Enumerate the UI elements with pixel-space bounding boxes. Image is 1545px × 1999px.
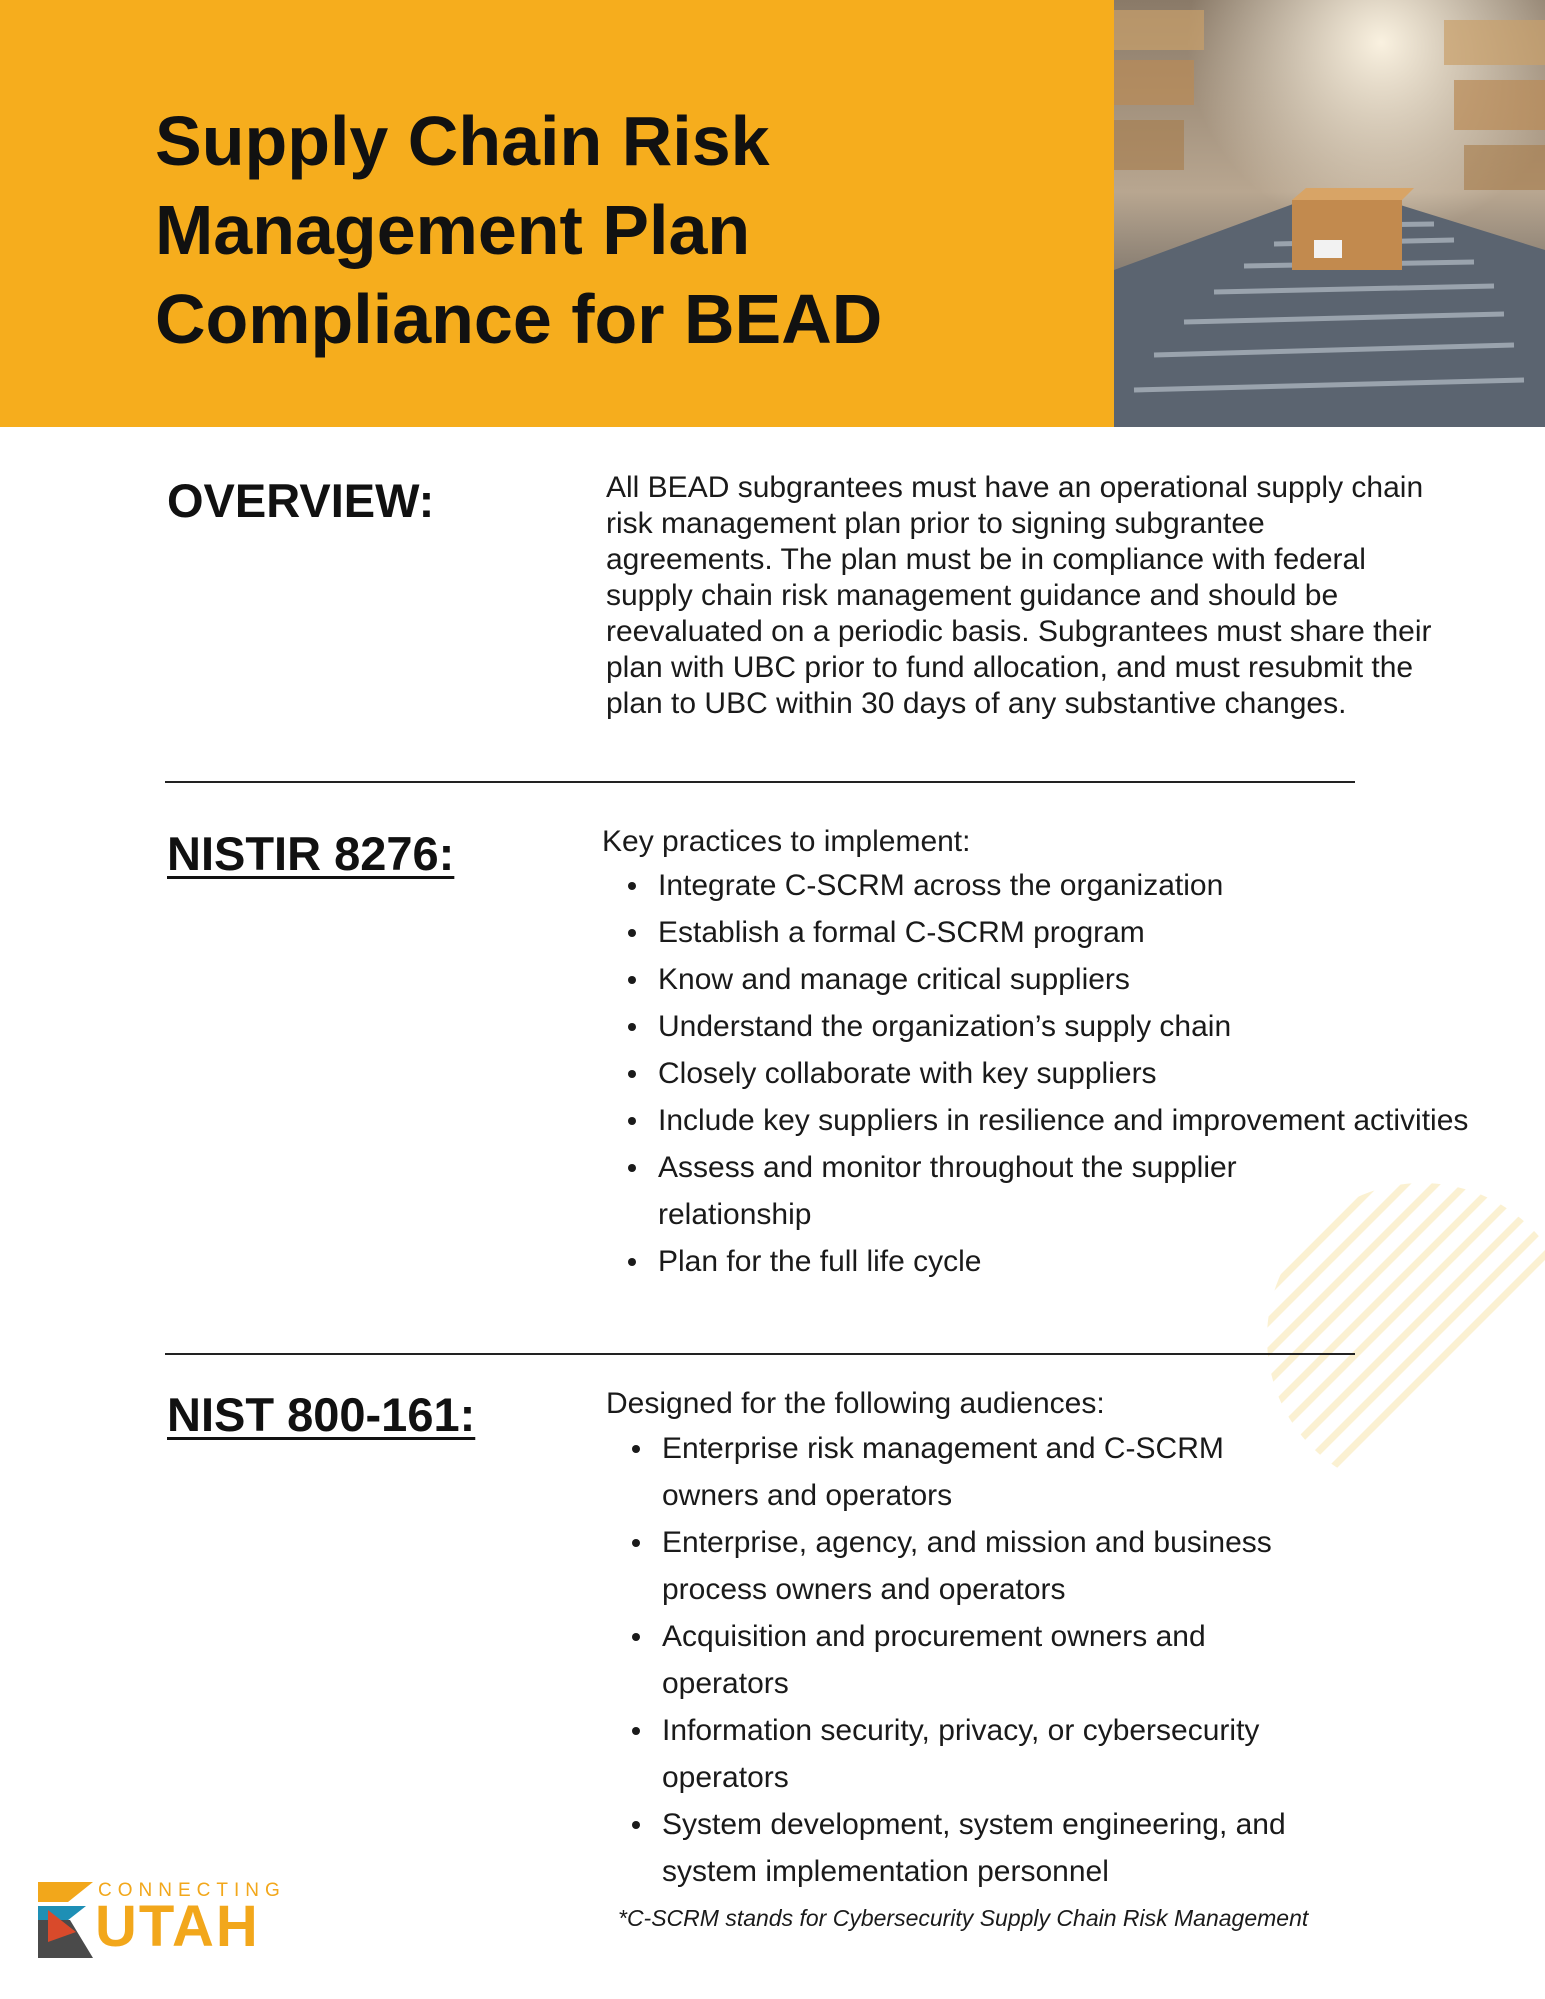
logo-small-text: CONNECTING (98, 1880, 286, 1901)
list-item: System development, system engineering, and system implementation personnel (662, 1801, 1362, 1895)
nistir-label: NISTIR 8276: (167, 827, 455, 880)
list-item: Include key suppliers in resilience and improvement activities (658, 1097, 1488, 1144)
list-item: Assess and monitor throughout the supplier relationship (658, 1144, 1358, 1238)
page-title: Supply Chain Risk Management Plan Compliance for BEAD (155, 102, 883, 358)
warehouse-conveyor-photo (1114, 0, 1545, 427)
list-item: Enterprise risk management and C-SCRM owners and operators (662, 1425, 1322, 1519)
list-item: Acquisition and procurement owners and operators (662, 1613, 1302, 1707)
overview-text: All BEAD subgrantees must have an operational supply chain risk management plan prior to signing subgrantee agreements. The plan must be in compliance with federal supply chain risk management guidance and should be reevaluated on a periodic basis. Subgrantees must share their plan with UBC prior to fund allocation, and must resubmit the plan to UBC within 30 days of any substantive changes. (606, 471, 1432, 720)
list-item: Enterprise, agency, and mission and business process owners and operators (662, 1519, 1362, 1613)
divider (165, 1353, 1355, 1355)
list-item: Closely collaborate with key suppliers (658, 1050, 1488, 1097)
list-item: Know and manage critical suppliers (658, 956, 1488, 1003)
list-item: Integrate C-SCRM across the organization (658, 862, 1488, 909)
list-item: Understand the organization’s supply chain (658, 1003, 1488, 1050)
list-item: Information security, privacy, or cybersecurity operators (662, 1707, 1342, 1801)
footnote: *C-SCRM stands for Cybersecurity Supply Chain Risk Management (618, 1905, 1309, 1931)
list-item: Establish a formal C-SCRM program (658, 909, 1488, 956)
logo-big-text: UTAH (95, 1894, 260, 1959)
nist-list (608, 1425, 1402, 1895)
nist-label: NIST 800-161: (167, 1388, 476, 1441)
nistir-intro: Key practices to implement: (602, 825, 971, 858)
nistir-list (604, 862, 1488, 1285)
divider (165, 781, 1355, 783)
nist-intro: Designed for the following audiences: (606, 1387, 1105, 1420)
list-item: Plan for the full life cycle (658, 1238, 1488, 1285)
overview-label: OVERVIEW: (167, 474, 435, 527)
